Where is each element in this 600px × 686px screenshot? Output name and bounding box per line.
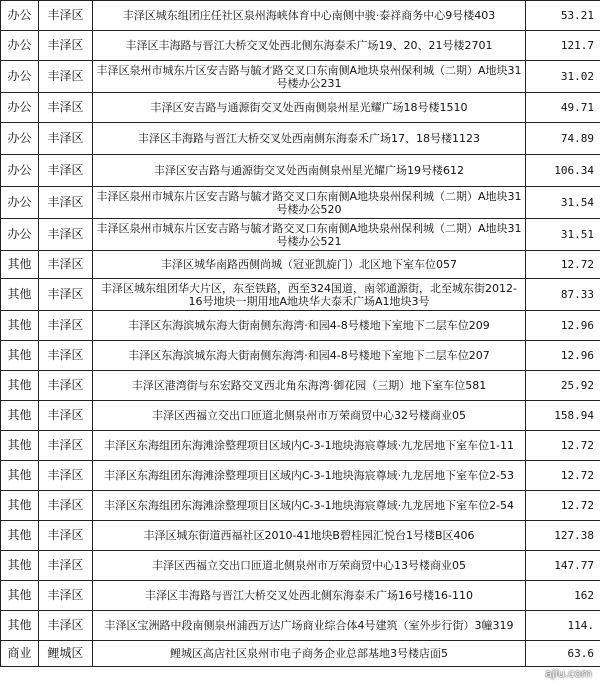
address-cell: 丰泽区城东组团华大片区，东至铁路，西至324国道，南邻通源街，北至城东街2012-16号地块一期用地A地块华大泰禾广场A1地块3号 [93, 279, 526, 311]
address-cell: 丰泽区宝洲路中段南侧泉州浦西万达广场商业综合体4号建筑（室外步行街）3幢319 [93, 611, 526, 641]
table-row [1, 491, 600, 521]
area-cell: 114. [526, 611, 600, 641]
area-cell: 49.71 [526, 93, 600, 123]
type-cell: 办公 [1, 219, 39, 251]
type-cell: 办公 [1, 93, 39, 123]
type-cell: 其他 [1, 279, 39, 311]
table-row [1, 155, 600, 187]
district-cell: 丰泽区 [39, 279, 93, 311]
table-row [1, 611, 600, 641]
address-cell: 丰泽区泉州市城东片区安吉路与毓才路交叉口东南侧A地块泉州保利城（二期）A地块31号楼办公231 [93, 61, 526, 93]
address-cell: 丰泽区城东街道西福社区2010-41地块B碧桂园汇悦台1号楼B区406 [93, 521, 526, 551]
district-cell: 丰泽区 [39, 371, 93, 401]
table-row [1, 31, 600, 61]
area-cell: 158.94 [526, 401, 600, 431]
address-cell: 丰泽区东海滨城东海大街南侧东海湾·和园4-8号楼地下室地下二层车位207 [93, 341, 526, 371]
type-cell: 办公 [1, 187, 39, 219]
district-cell: 丰泽区 [39, 431, 93, 461]
area-cell: 121.7 [526, 31, 600, 61]
type-cell: 其他 [1, 551, 39, 581]
type-cell: 办公 [1, 155, 39, 187]
table-row [1, 371, 600, 401]
address-cell: 丰泽区东海组团东海滩涂整理项目区域内C-3-1地块海宸尊域·九龙居地下室车位2-53 [93, 461, 526, 491]
area-cell: 12.72 [526, 431, 600, 461]
area-cell: 25.92 [526, 371, 600, 401]
district-cell: 丰泽区 [39, 31, 93, 61]
area-cell: 162 [526, 581, 600, 611]
watermark: ajiu.com [545, 667, 592, 680]
district-cell: 丰泽区 [39, 219, 93, 251]
type-cell: 其他 [1, 461, 39, 491]
district-cell: 丰泽区 [39, 93, 93, 123]
address-cell: 丰泽区丰海路与晋江大桥交叉处西北侧东海泰禾广场19、20、21号楼2701 [93, 31, 526, 61]
type-cell: 其他 [1, 581, 39, 611]
type-cell: 其他 [1, 431, 39, 461]
type-cell: 其他 [1, 251, 39, 279]
type-cell: 其他 [1, 311, 39, 341]
table-row [1, 93, 600, 123]
type-cell: 办公 [1, 61, 39, 93]
district-cell: 丰泽区 [39, 521, 93, 551]
table-row [1, 123, 600, 155]
area-cell: 12.72 [526, 491, 600, 521]
type-cell: 办公 [1, 123, 39, 155]
district-cell: 丰泽区 [39, 341, 93, 371]
area-cell: 12.72 [526, 461, 600, 491]
district-cell: 丰泽区 [39, 401, 93, 431]
district-cell: 丰泽区 [39, 491, 93, 521]
district-cell: 丰泽区 [39, 1, 93, 31]
table-row [1, 219, 600, 251]
district-cell: 丰泽区 [39, 611, 93, 641]
district-cell: 丰泽区 [39, 187, 93, 219]
address-cell: 丰泽区东海组团东海滩涂整理项目区域内C-3-1地块海宸尊域·九龙居地下室车位2-54 [93, 491, 526, 521]
address-cell: 丰泽区丰海路与晋江大桥交叉处西南侧东海泰禾广场17、18号楼1123 [93, 123, 526, 155]
table-row [1, 521, 600, 551]
table-row [1, 187, 600, 219]
address-cell: 丰泽区东海滨城东海大街南侧东海湾·和园4-8号楼地下室地下二层车位209 [93, 311, 526, 341]
area-cell: 31.51 [526, 219, 600, 251]
district-cell: 鲤城区 [39, 641, 93, 667]
table-row [1, 251, 600, 279]
district-cell: 丰泽区 [39, 155, 93, 187]
address-cell: 丰泽区西福立交出口匝道北侧泉州市万荣商贸中心32号楼商业05 [93, 401, 526, 431]
type-cell: 办公 [1, 1, 39, 31]
area-cell: 12.96 [526, 341, 600, 371]
type-cell: 其他 [1, 341, 39, 371]
area-cell: 127.38 [526, 521, 600, 551]
property-table-body [1, 1, 600, 667]
area-cell: 147.77 [526, 551, 600, 581]
address-cell: 丰泽区西福立交出口匝道北侧泉州市万荣商贸中心13号楼商业05 [93, 551, 526, 581]
table-row [1, 581, 600, 611]
area-cell: 31.02 [526, 61, 600, 93]
table-row [1, 279, 600, 311]
table-row [1, 401, 600, 431]
district-cell: 丰泽区 [39, 251, 93, 279]
table-row [1, 551, 600, 581]
table-row [1, 311, 600, 341]
area-cell: 31.54 [526, 187, 600, 219]
district-cell: 丰泽区 [39, 61, 93, 93]
type-cell: 办公 [1, 31, 39, 61]
address-cell: 丰泽区丰海路与晋江大桥交叉处西北侧东海泰禾广场16号楼16-110 [93, 581, 526, 611]
area-cell: 106.34 [526, 155, 600, 187]
district-cell: 丰泽区 [39, 461, 93, 491]
district-cell: 丰泽区 [39, 123, 93, 155]
area-cell: 12.72 [526, 251, 600, 279]
area-cell: 87.33 [526, 279, 600, 311]
type-cell: 其他 [1, 611, 39, 641]
table-row [1, 431, 600, 461]
address-cell: 丰泽区安吉路与通源街交叉处西南侧泉州星光耀广场18号楼1510 [93, 93, 526, 123]
address-cell: 丰泽区泉州市城东片区安吉路与毓才路交叉口东南侧A地块泉州保利城（二期）A地块31号楼办公520 [93, 187, 526, 219]
table-row [1, 341, 600, 371]
area-cell: 12.96 [526, 311, 600, 341]
address-cell: 鲤城区高店社区泉州市电子商务企业总部基地3号楼店面5 [93, 641, 526, 667]
address-cell: 丰泽区港湾街与东宏路交叉西北角东海湾·御花园（三期）地下室车位581 [93, 371, 526, 401]
district-cell: 丰泽区 [39, 581, 93, 611]
address-cell: 丰泽区东海组团东海滩涂整理项目区域内C-3-1地块海宸尊域·九龙居地下室车位1-11 [93, 431, 526, 461]
type-cell: 商业 [1, 641, 39, 667]
address-cell: 丰泽区安吉路与通源街交叉处西南侧泉州星光耀广场19号楼612 [93, 155, 526, 187]
district-cell: 丰泽区 [39, 551, 93, 581]
type-cell: 其他 [1, 491, 39, 521]
address-cell: 丰泽区泉州市城东片区安吉路与毓才路交叉口东南侧A地块泉州保利城（二期）A地块31号楼办公521 [93, 219, 526, 251]
area-cell: 63.6 [526, 641, 600, 667]
type-cell: 其他 [1, 371, 39, 401]
table-row [1, 61, 600, 93]
area-cell: 53.21 [526, 1, 600, 31]
area-cell: 74.89 [526, 123, 600, 155]
type-cell: 其他 [1, 521, 39, 551]
table-row [1, 461, 600, 491]
table-row [1, 641, 600, 667]
table-row [1, 1, 600, 31]
address-cell: 丰泽区城华南路西侧尚城（冠亚凯旋门）北区地下室车位057 [93, 251, 526, 279]
type-cell: 其他 [1, 401, 39, 431]
district-cell: 丰泽区 [39, 311, 93, 341]
address-cell: 丰泽区城东组团庄任社区泉州海峡体育中心南侧中骏·泰祥商务中心9号楼403 [93, 1, 526, 31]
